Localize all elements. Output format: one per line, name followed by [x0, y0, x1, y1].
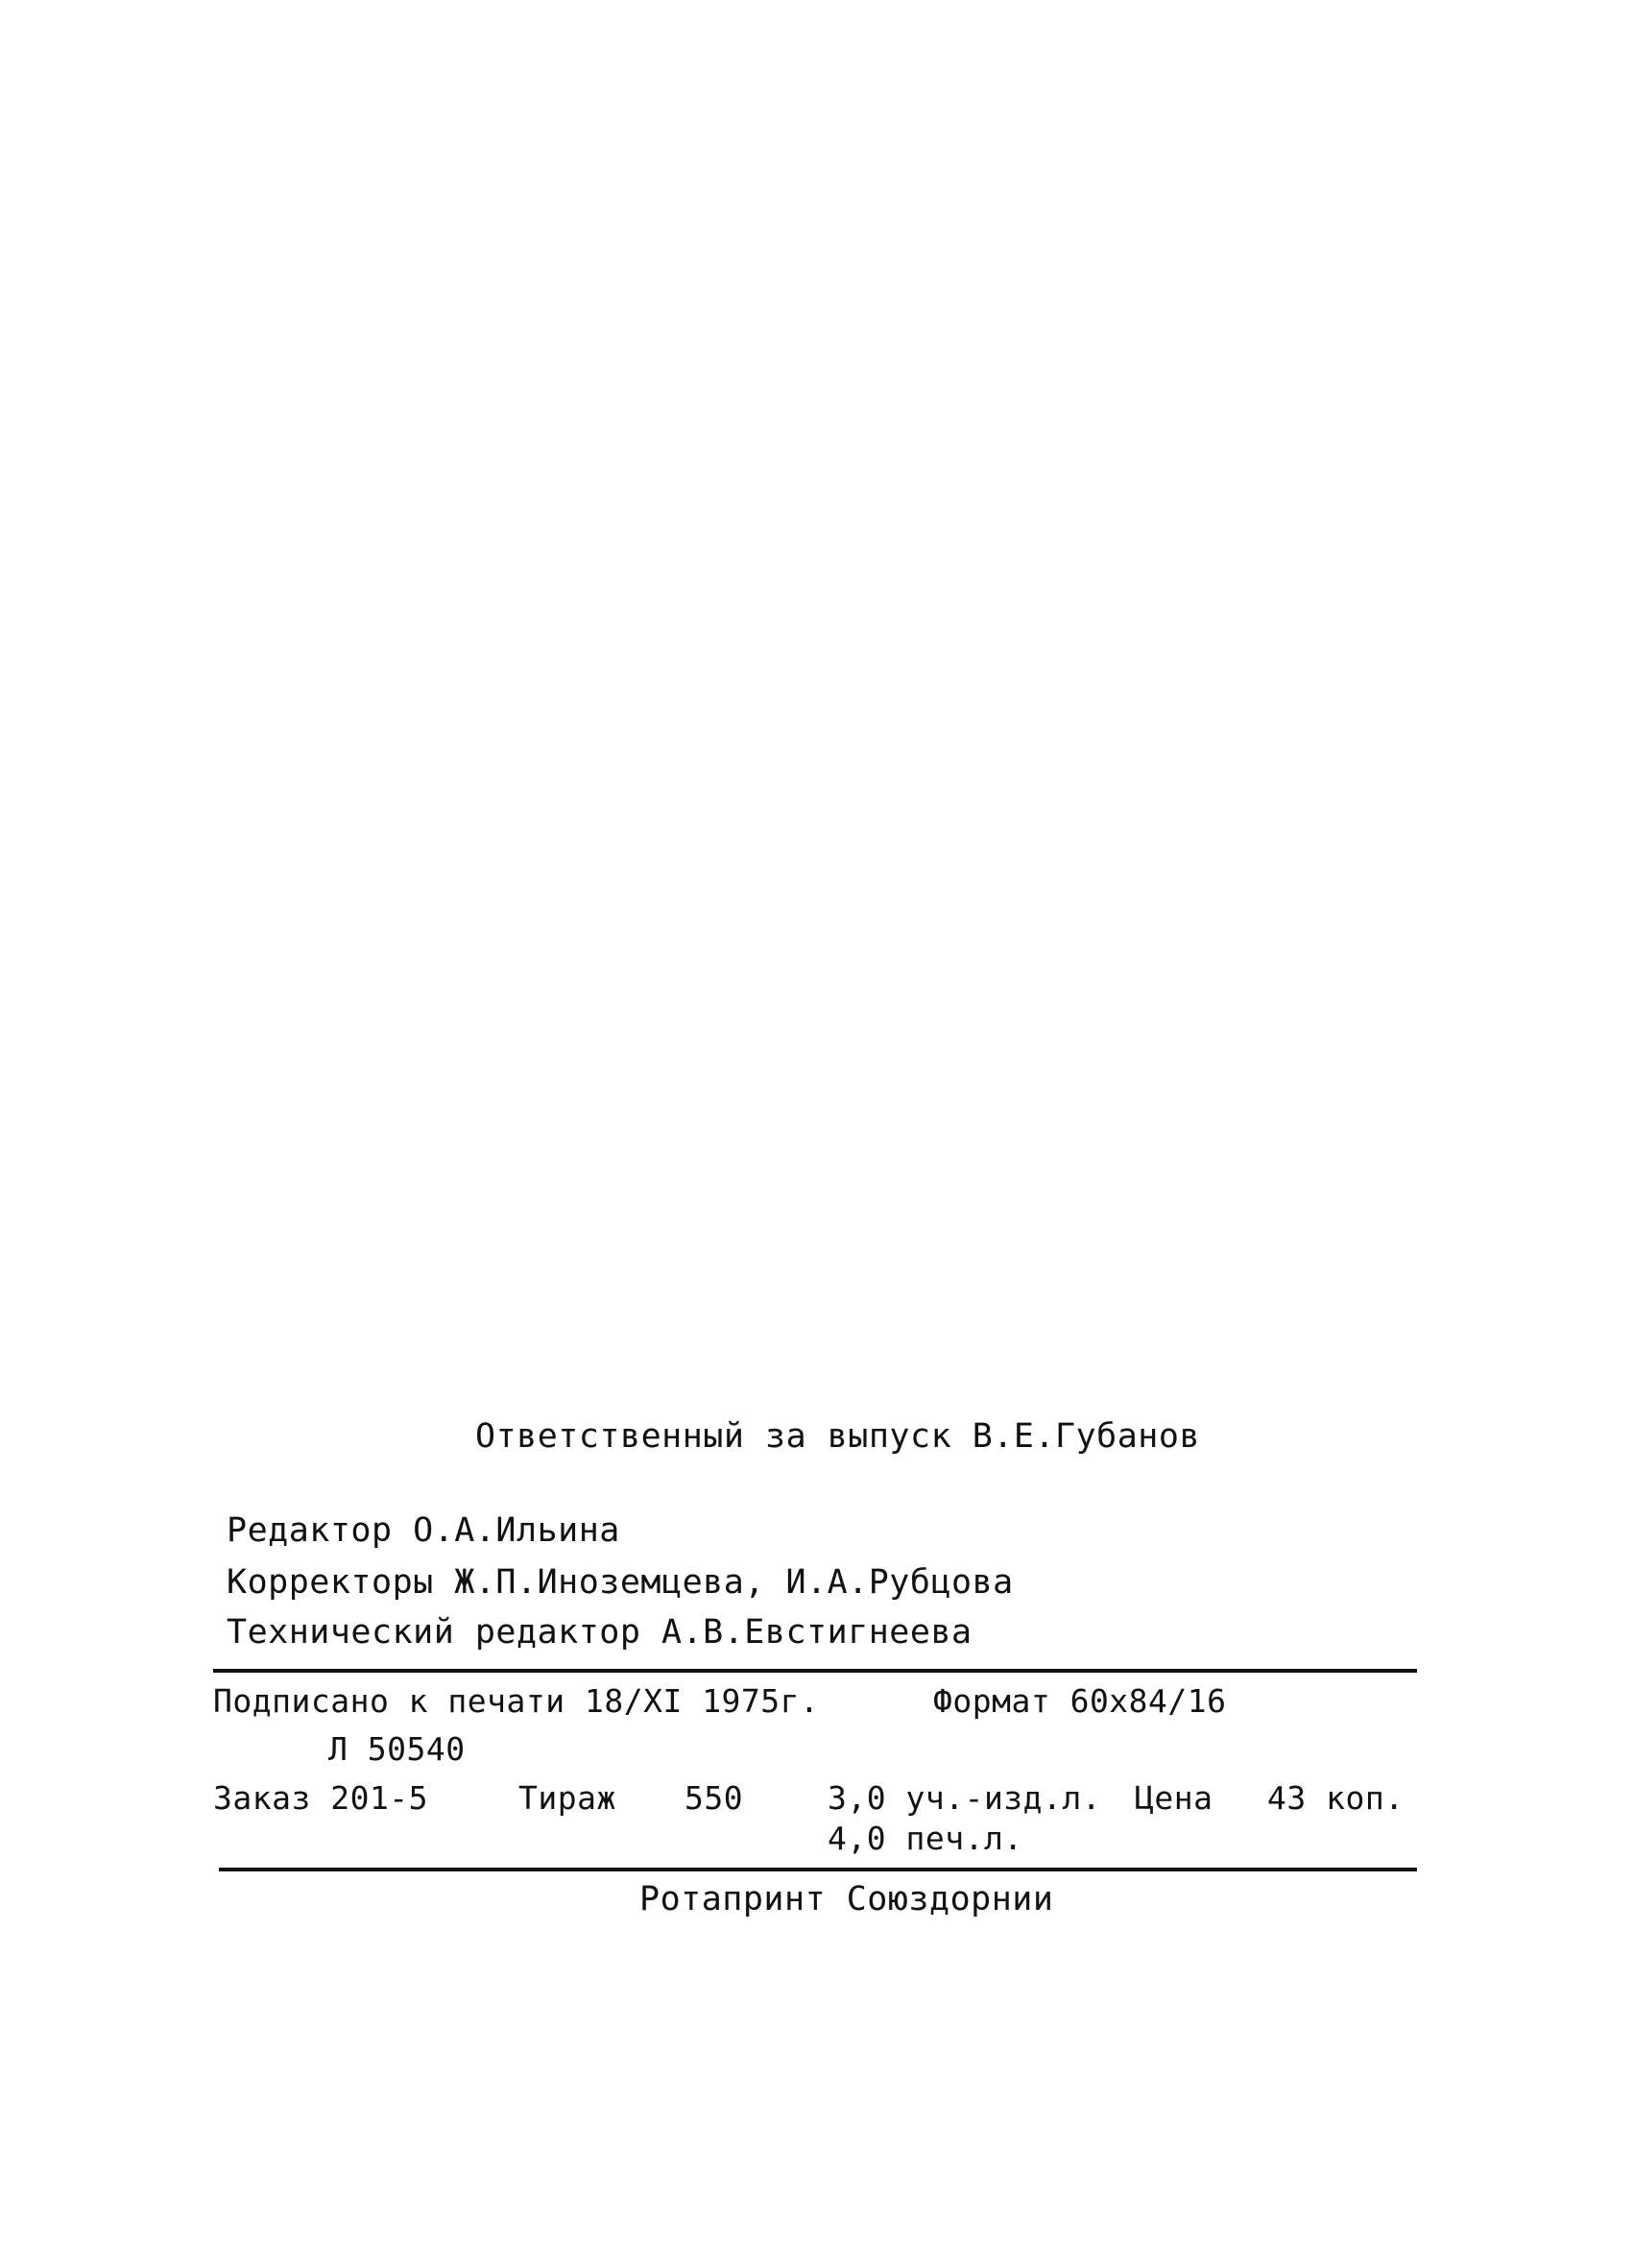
circulation-value: 550 [684, 1779, 744, 1817]
top-divider [213, 1669, 1417, 1673]
editor-line: Редактор О.А.Ильина [227, 1511, 620, 1550]
print-sheets-line: 4,0 печ.л. [828, 1820, 1023, 1857]
price-value: 43 коп. [1267, 1779, 1405, 1817]
order-line: Заказ 201-5 [213, 1779, 429, 1817]
bottom-divider [219, 1868, 1417, 1871]
tech-editor-line: Технический редактор А.В.Евстигнеева [227, 1613, 973, 1652]
circulation-label: Тираж [518, 1779, 616, 1817]
license-line: Л 50540 [328, 1730, 466, 1768]
signed-line: Подписано к печати 18/XI 1975г. [213, 1682, 820, 1720]
price-label: Цена [1135, 1779, 1213, 1817]
edit-sheets-line: 3,0 уч.-изд.л. [828, 1779, 1102, 1817]
printer-line: Ротапринт Союздорнии [639, 1880, 1054, 1918]
format-line: Формат 60х84/16 [933, 1682, 1227, 1720]
proofreaders-line: Корректоры Ж.П.Иноземцева, И.А.Рубцова [227, 1563, 1014, 1602]
responsible-line: Ответственный за выпуск В.Е.Губанов [475, 1417, 1201, 1456]
